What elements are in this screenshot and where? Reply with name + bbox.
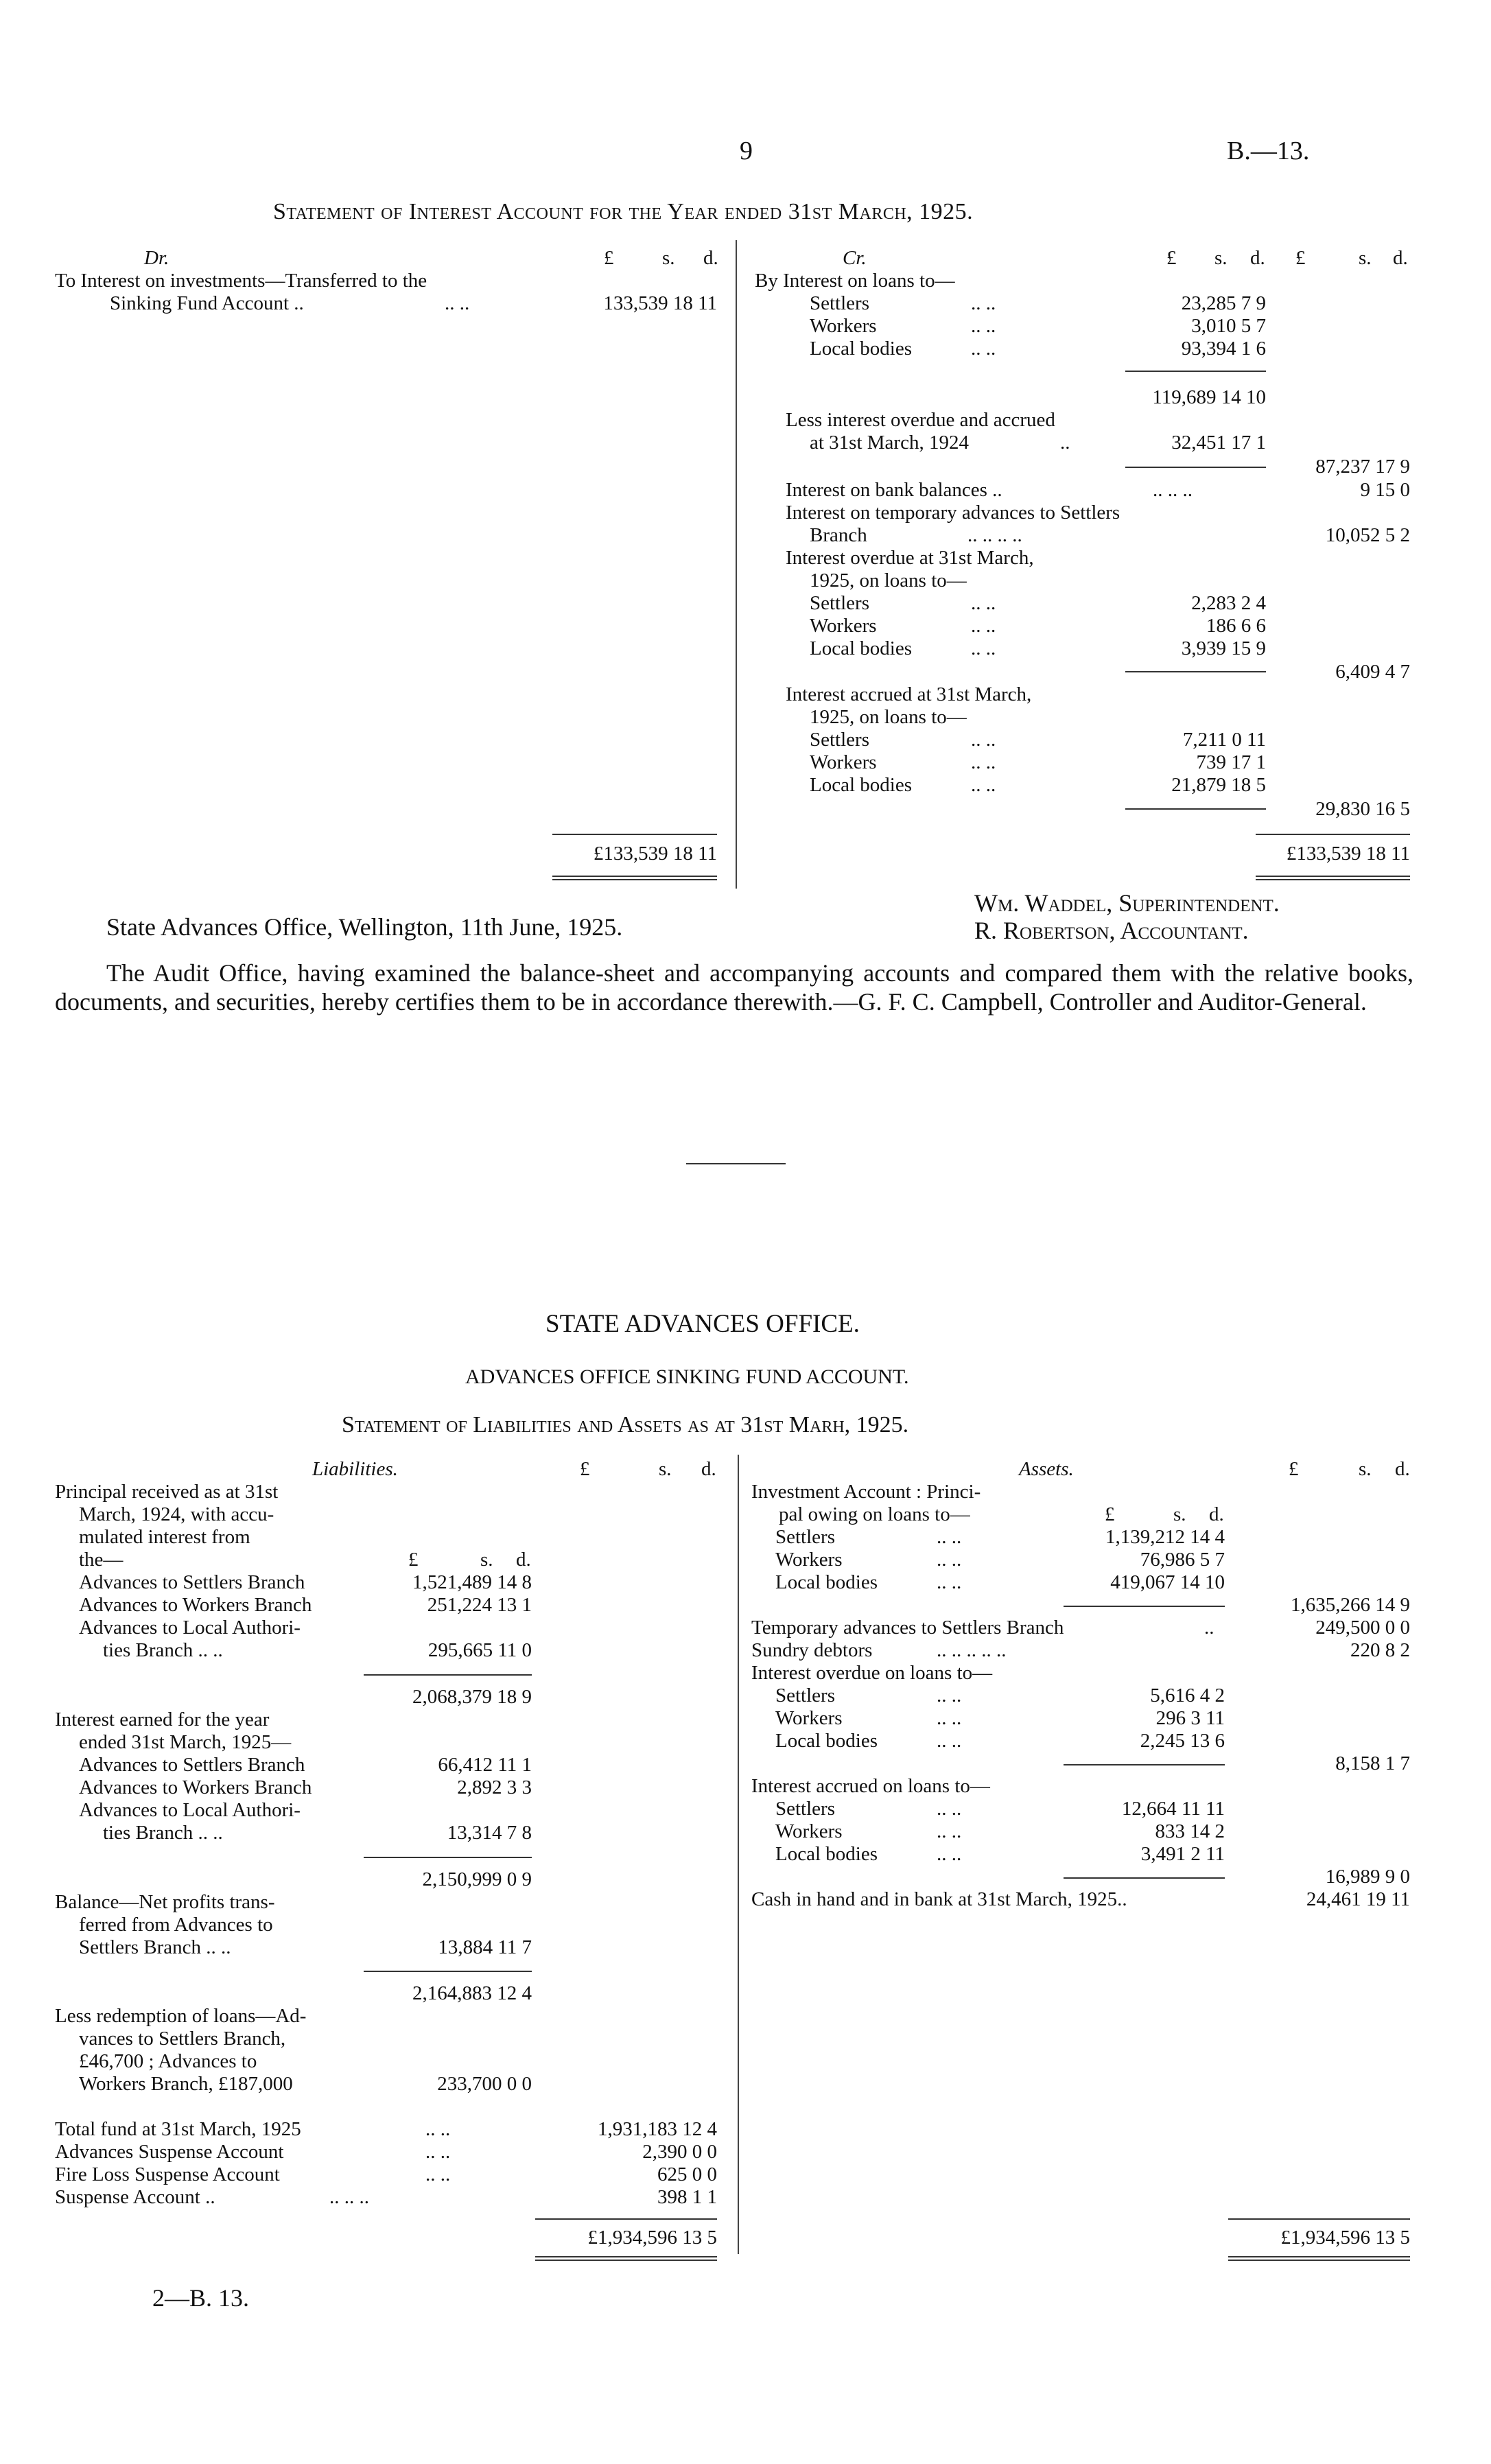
overdue-workers-label: Workers <box>810 615 877 637</box>
column-divider <box>736 240 737 889</box>
overdue-local-label: Local bodies <box>810 637 912 659</box>
assets-label: Assets. <box>1019 1458 1074 1480</box>
suspense-amount: 398 1 1 <box>657 2186 717 2208</box>
investment-line-2: pal owing on loans to— <box>779 1503 970 1525</box>
principal-line-1: Principal received as at 31st <box>55 1481 279 1503</box>
interest-rule <box>364 1857 532 1858</box>
investment-local-label: Local bodies <box>775 1571 878 1593</box>
interest-earned-line-2: ended 31st March, 1925— <box>79 1731 292 1753</box>
pound-header: £ <box>604 247 614 269</box>
liabilities-double-rule <box>535 2256 717 2261</box>
asset-overdue-local-amount: 2,245 13 6 <box>1140 1730 1225 1752</box>
fire-loss-label: Fire Loss Suspense Account <box>55 2163 280 2185</box>
credit-shilling-header-1: s. <box>1214 247 1228 269</box>
interest-settlers-label: Advances to Settlers Branch <box>79 1754 305 1776</box>
interest-earned-line-1: Interest earned for the year <box>55 1709 270 1730</box>
asset-overdue-local-label: Local bodies <box>775 1730 878 1752</box>
principal-settlers-label: Advances to Settlers Branch <box>79 1571 305 1593</box>
loans-subtotal-rule <box>1125 371 1266 372</box>
debit-double-rule <box>552 876 717 880</box>
loan-local-dots: .. .. <box>971 338 996 360</box>
credit-total: £133,539 18 11 <box>1286 843 1410 865</box>
loan-workers-label: Workers <box>810 315 877 337</box>
page-number: 9 <box>740 137 753 165</box>
accrued-local-label: Local bodies <box>810 774 912 796</box>
by-interest-label: By Interest on loans to— <box>755 270 955 292</box>
balance-line-3: Settlers Branch .. .. <box>79 1936 231 1958</box>
less-amount: 32,451 17 1 <box>1171 432 1266 454</box>
loan-workers-dots: .. .. <box>971 315 996 337</box>
debit-amount: 133,539 18 11 <box>603 292 717 314</box>
balance-line-2: ferred from Advances to <box>79 1914 273 1936</box>
bank-balance-label: Interest on bank balances .. <box>786 479 1002 501</box>
principal-pence-header: d. <box>516 1549 531 1571</box>
debit-total-rule <box>552 834 717 835</box>
dr-label: Dr. <box>144 247 169 269</box>
less-label-1: Less interest overdue and accrued <box>786 409 1055 431</box>
asset-overdue-label: Interest overdue on loans to— <box>751 1662 993 1684</box>
accrued-local-amount: 21,879 18 5 <box>1171 774 1266 796</box>
advances-suspense-amount: 2,390 0 0 <box>642 2141 717 2163</box>
assets-shilling-header: s. <box>1359 1458 1372 1480</box>
interest-local-amount: 13,314 7 8 <box>447 1822 532 1844</box>
investment-settlers-amount: 1,139,212 14 4 <box>1105 1526 1225 1548</box>
credit-pound-header-1: £ <box>1166 247 1177 269</box>
overdue-local-amount: 3,939 15 9 <box>1181 637 1266 659</box>
asset-overdue-workers-dots: .. .. <box>937 1707 962 1729</box>
asset-accrued-settlers-label: Settlers <box>775 1798 835 1820</box>
sinking-fund-subtitle: ADVANCES OFFICE SINKING FUND ACCOUNT. <box>465 1365 909 1388</box>
less-rule <box>1125 467 1266 468</box>
principal-total: 2,068,379 18 9 <box>412 1686 532 1708</box>
principal-rule <box>364 1674 532 1676</box>
balance-line-1: Balance—Net profits trans- <box>55 1891 275 1913</box>
less-redemption-line-3: £46,700 ; Advances to <box>79 2050 257 2072</box>
sundry-debtors-label: Sundry debtors <box>751 1639 873 1661</box>
temp-advances-label-1: Interest on temporary advances to Settlers <box>786 502 1120 524</box>
asset-accrued-local-dots: .. .. <box>937 1843 962 1865</box>
less-redemption-amount: 233,700 0 0 <box>437 2073 532 2095</box>
balance-amount: 13,884 11 7 <box>438 1936 532 1958</box>
interest-settlers-amount: 66,412 11 1 <box>438 1754 532 1776</box>
accrued-total: 29,830 16 5 <box>1315 798 1410 820</box>
principal-workers-label: Advances to Workers Branch <box>79 1594 312 1616</box>
loan-settlers-dots: .. .. <box>971 292 996 314</box>
liab-pence-header: d. <box>701 1458 716 1480</box>
temp-advances-asset-dots: .. <box>1204 1617 1214 1639</box>
credit-shilling-header-2: s. <box>1359 247 1372 269</box>
total-fund-dots: .. .. <box>425 2118 451 2140</box>
office-location: State Advances Office, Wellington, 11th June, 1925. <box>106 913 623 941</box>
asset-accrued-settlers-amount: 12,664 11 11 <box>1121 1798 1225 1820</box>
debit-total: £133,539 18 11 <box>593 843 717 865</box>
office-title: STATE ADVANCES OFFICE. <box>545 1310 860 1338</box>
loan-local-label: Local bodies <box>810 338 912 360</box>
fire-loss-amount: 625 0 0 <box>657 2163 717 2185</box>
principal-line-2: March, 1924, with accu- <box>79 1503 274 1525</box>
investment-local-dots: .. .. <box>937 1571 962 1593</box>
assets-pence-header: d. <box>1395 1458 1410 1480</box>
overdue-settlers-amount: 2,283 2 4 <box>1191 592 1266 614</box>
suspense-label: Suspense Account .. <box>55 2186 215 2208</box>
overdue-label-1: Interest overdue at 31st March, <box>786 547 1034 569</box>
advances-suspense-dots: .. .. <box>425 2141 451 2163</box>
credit-pence-header-2: d. <box>1393 247 1408 269</box>
assets-double-rule <box>1228 2256 1410 2261</box>
accrued-settlers-label: Settlers <box>810 729 869 751</box>
cash-label: Cash in hand and in bank at 31st March, 1925.. <box>751 1888 1127 1910</box>
investment-workers-dots: .. .. <box>937 1549 962 1571</box>
sundry-debtors-amount: 220 8 2 <box>1350 1639 1410 1661</box>
loans-subtotal: 119,689 14 10 <box>1152 386 1266 408</box>
accrued-rule <box>1125 808 1266 810</box>
accrued-label-2: 1925, on loans to— <box>810 706 967 728</box>
less-dots: .. <box>1060 432 1070 454</box>
overdue-label-2: 1925, on loans to— <box>810 570 967 591</box>
overdue-rule <box>1125 671 1266 672</box>
temp-advances-asset-amount: 249,500 0 0 <box>1315 1617 1410 1639</box>
audit-certificate: The Audit Office, having examined the balance-sheet and accompanying accounts and compared them with the relative books, documents, and securities, hereby certifies them to be in accordance therewith.—G. F. C. Campbell, Controller and Auditor-General. <box>55 959 1413 1016</box>
signature-accountant: R. Robertson, Accountant. <box>974 917 1249 944</box>
document-reference: B.—13. <box>1227 137 1310 165</box>
accrued-workers-dots: .. .. <box>971 751 996 773</box>
investment-rule <box>1064 1606 1225 1607</box>
shilling-header: s. <box>662 247 675 269</box>
principal-local-label-1: Advances to Local Authori- <box>79 1617 301 1639</box>
overdue-local-dots: .. .. <box>971 637 996 659</box>
temp-advances-asset-label: Temporary advances to Settlers Branch <box>751 1617 1064 1639</box>
interest-workers-amount: 2,892 3 3 <box>457 1776 532 1798</box>
sheet-reference: 2—B. 13. <box>152 2284 250 2312</box>
interest-workers-label: Advances to Workers Branch <box>79 1776 312 1798</box>
advances-suspense-label: Advances Suspense Account <box>55 2141 284 2163</box>
overdue-workers-amount: 186 6 6 <box>1206 615 1266 637</box>
cash-amount: 24,461 19 11 <box>1306 1888 1410 1910</box>
interest-total: 2,150,999 0 9 <box>422 1868 532 1890</box>
debit-line-2: Sinking Fund Account .. <box>110 292 304 314</box>
liab-shilling-header: s. <box>659 1458 672 1480</box>
principal-line-4: the— <box>79 1549 124 1571</box>
asset-overdue-total: 8,158 1 7 <box>1335 1752 1410 1774</box>
liabilities-label: Liabilities. <box>312 1458 398 1480</box>
bank-balance-dots: .. .. .. <box>1153 479 1193 501</box>
interest-local-label-1: Advances to Local Authori- <box>79 1799 301 1821</box>
sinking-fund-statement-title: Statement of Liabilities and Assets as at 31st Marh, 1925. <box>342 1412 909 1438</box>
overdue-settlers-dots: .. .. <box>971 592 996 614</box>
cr-label: Cr. <box>843 247 867 269</box>
loan-workers-amount: 3,010 5 7 <box>1191 315 1266 337</box>
asset-accrued-settlers-dots: .. .. <box>937 1798 962 1820</box>
fire-loss-dots: .. .. <box>425 2163 451 2185</box>
temp-advances-amount: 10,052 5 2 <box>1325 524 1410 546</box>
principal-local-amount: 295,665 11 0 <box>427 1639 532 1661</box>
asset-overdue-local-dots: .. .. <box>937 1730 962 1752</box>
principal-workers-amount: 251,224 13 1 <box>427 1594 532 1616</box>
interest-local-label-2: ties Branch .. .. <box>103 1822 223 1844</box>
debit-line-1: To Interest on investments—Transferred to the <box>55 270 427 292</box>
loan-settlers-label: Settlers <box>810 292 869 314</box>
asset-accrued-workers-label: Workers <box>775 1820 843 1842</box>
interest-statement-title: Statement of Interest Account for the Year ended 31st March, 1925. <box>273 199 974 224</box>
asset-accrued-workers-amount: 833 14 2 <box>1155 1820 1225 1842</box>
loan-local-amount: 93,394 1 6 <box>1181 338 1266 360</box>
total-fund-amount: 1,931,183 12 4 <box>598 2118 717 2140</box>
asset-accrued-rule <box>1064 1877 1225 1879</box>
investment-pound-header: £ <box>1105 1503 1115 1525</box>
overdue-workers-dots: .. .. <box>971 615 996 637</box>
accrued-settlers-amount: 7,211 0 11 <box>1182 729 1266 751</box>
investment-workers-label: Workers <box>775 1549 843 1571</box>
investment-workers-amount: 76,986 5 7 <box>1140 1549 1225 1571</box>
investment-settlers-dots: .. .. <box>937 1526 962 1548</box>
pence-header: d. <box>703 247 718 269</box>
asset-accrued-workers-dots: .. .. <box>937 1820 962 1842</box>
liabilities-total-rule <box>535 2218 717 2220</box>
net-loans-amount: 87,237 17 9 <box>1315 456 1410 478</box>
bank-balance-amount: 9 15 0 <box>1360 479 1410 501</box>
signature-superintendent: Wm. Waddel, Superintendent. <box>974 889 1280 917</box>
asset-overdue-rule <box>1064 1764 1225 1765</box>
principal-line-3: mulated interest from <box>79 1526 250 1548</box>
overdue-settlers-label: Settlers <box>810 592 869 614</box>
asset-overdue-settlers-dots: .. .. <box>937 1685 962 1706</box>
assets-grand-total: £1,934,596 13 5 <box>1280 2227 1410 2249</box>
sinking-column-divider <box>738 1455 739 2254</box>
accrued-label-1: Interest accrued at 31st March, <box>786 683 1032 705</box>
liabilities-grand-total: £1,934,596 13 5 <box>587 2227 717 2249</box>
assets-total-rule <box>1228 2218 1410 2220</box>
balance-total: 2,164,883 12 4 <box>412 1982 532 2004</box>
principal-pound-header: £ <box>408 1549 419 1571</box>
investment-local-amount: 419,067 14 10 <box>1110 1571 1225 1593</box>
principal-settlers-amount: 1,521,489 14 8 <box>412 1571 532 1593</box>
asset-accrued-local-amount: 3,491 2 11 <box>1140 1843 1225 1865</box>
principal-shilling-header: s. <box>480 1549 493 1571</box>
credit-pound-header-2: £ <box>1295 247 1306 269</box>
asset-overdue-workers-amount: 296 3 11 <box>1155 1707 1225 1729</box>
credit-double-rule <box>1256 876 1410 880</box>
credit-total-rule <box>1256 834 1410 835</box>
less-redemption-line-2: vances to Settlers Branch, <box>79 2028 286 2050</box>
accrued-workers-amount: 739 17 1 <box>1196 751 1266 773</box>
loan-settlers-amount: 23,285 7 9 <box>1181 292 1266 314</box>
section-divider <box>686 1163 786 1164</box>
balance-rule <box>364 1971 532 1972</box>
sundry-debtors-dots: .. .. .. .. .. <box>937 1639 1007 1661</box>
asset-accrued-total: 16,989 9 0 <box>1325 1866 1410 1888</box>
assets-pound-header: £ <box>1289 1458 1299 1480</box>
principal-local-label-2: ties Branch .. .. <box>103 1639 223 1661</box>
less-redemption-line-1: Less redemption of loans—Ad- <box>55 2005 307 2027</box>
overdue-total: 6,409 4 7 <box>1335 661 1410 683</box>
less-redemption-line-4: Workers Branch, £187,000 <box>79 2073 293 2095</box>
temp-advances-label-2: Branch <box>810 524 867 546</box>
temp-advances-dots: .. .. .. .. <box>967 524 1022 546</box>
investment-total: 1,635,266 14 9 <box>1291 1594 1410 1616</box>
suspense-dots: .. .. .. <box>329 2186 369 2208</box>
credit-pence-header-1: d. <box>1250 247 1265 269</box>
asset-overdue-settlers-amount: 5,616 4 2 <box>1150 1685 1225 1706</box>
accrued-settlers-dots: .. .. <box>971 729 996 751</box>
total-fund-label: Total fund at 31st March, 1925 <box>55 2118 301 2140</box>
accrued-local-dots: .. .. <box>971 774 996 796</box>
debit-dots: .. .. <box>445 292 470 314</box>
less-label-2: at 31st March, 1924 <box>810 432 969 454</box>
investment-line-1: Investment Account : Princi- <box>751 1481 981 1503</box>
accrued-workers-label: Workers <box>810 751 877 773</box>
asset-accrued-local-label: Local bodies <box>775 1843 878 1865</box>
investment-shilling-header: s. <box>1173 1503 1186 1525</box>
asset-overdue-settlers-label: Settlers <box>775 1685 835 1706</box>
asset-accrued-label: Interest accrued on loans to— <box>751 1775 990 1797</box>
investment-pence-header: d. <box>1209 1503 1224 1525</box>
asset-overdue-workers-label: Workers <box>775 1707 843 1729</box>
investment-settlers-label: Settlers <box>775 1526 835 1548</box>
liab-pound-header: £ <box>580 1458 590 1480</box>
